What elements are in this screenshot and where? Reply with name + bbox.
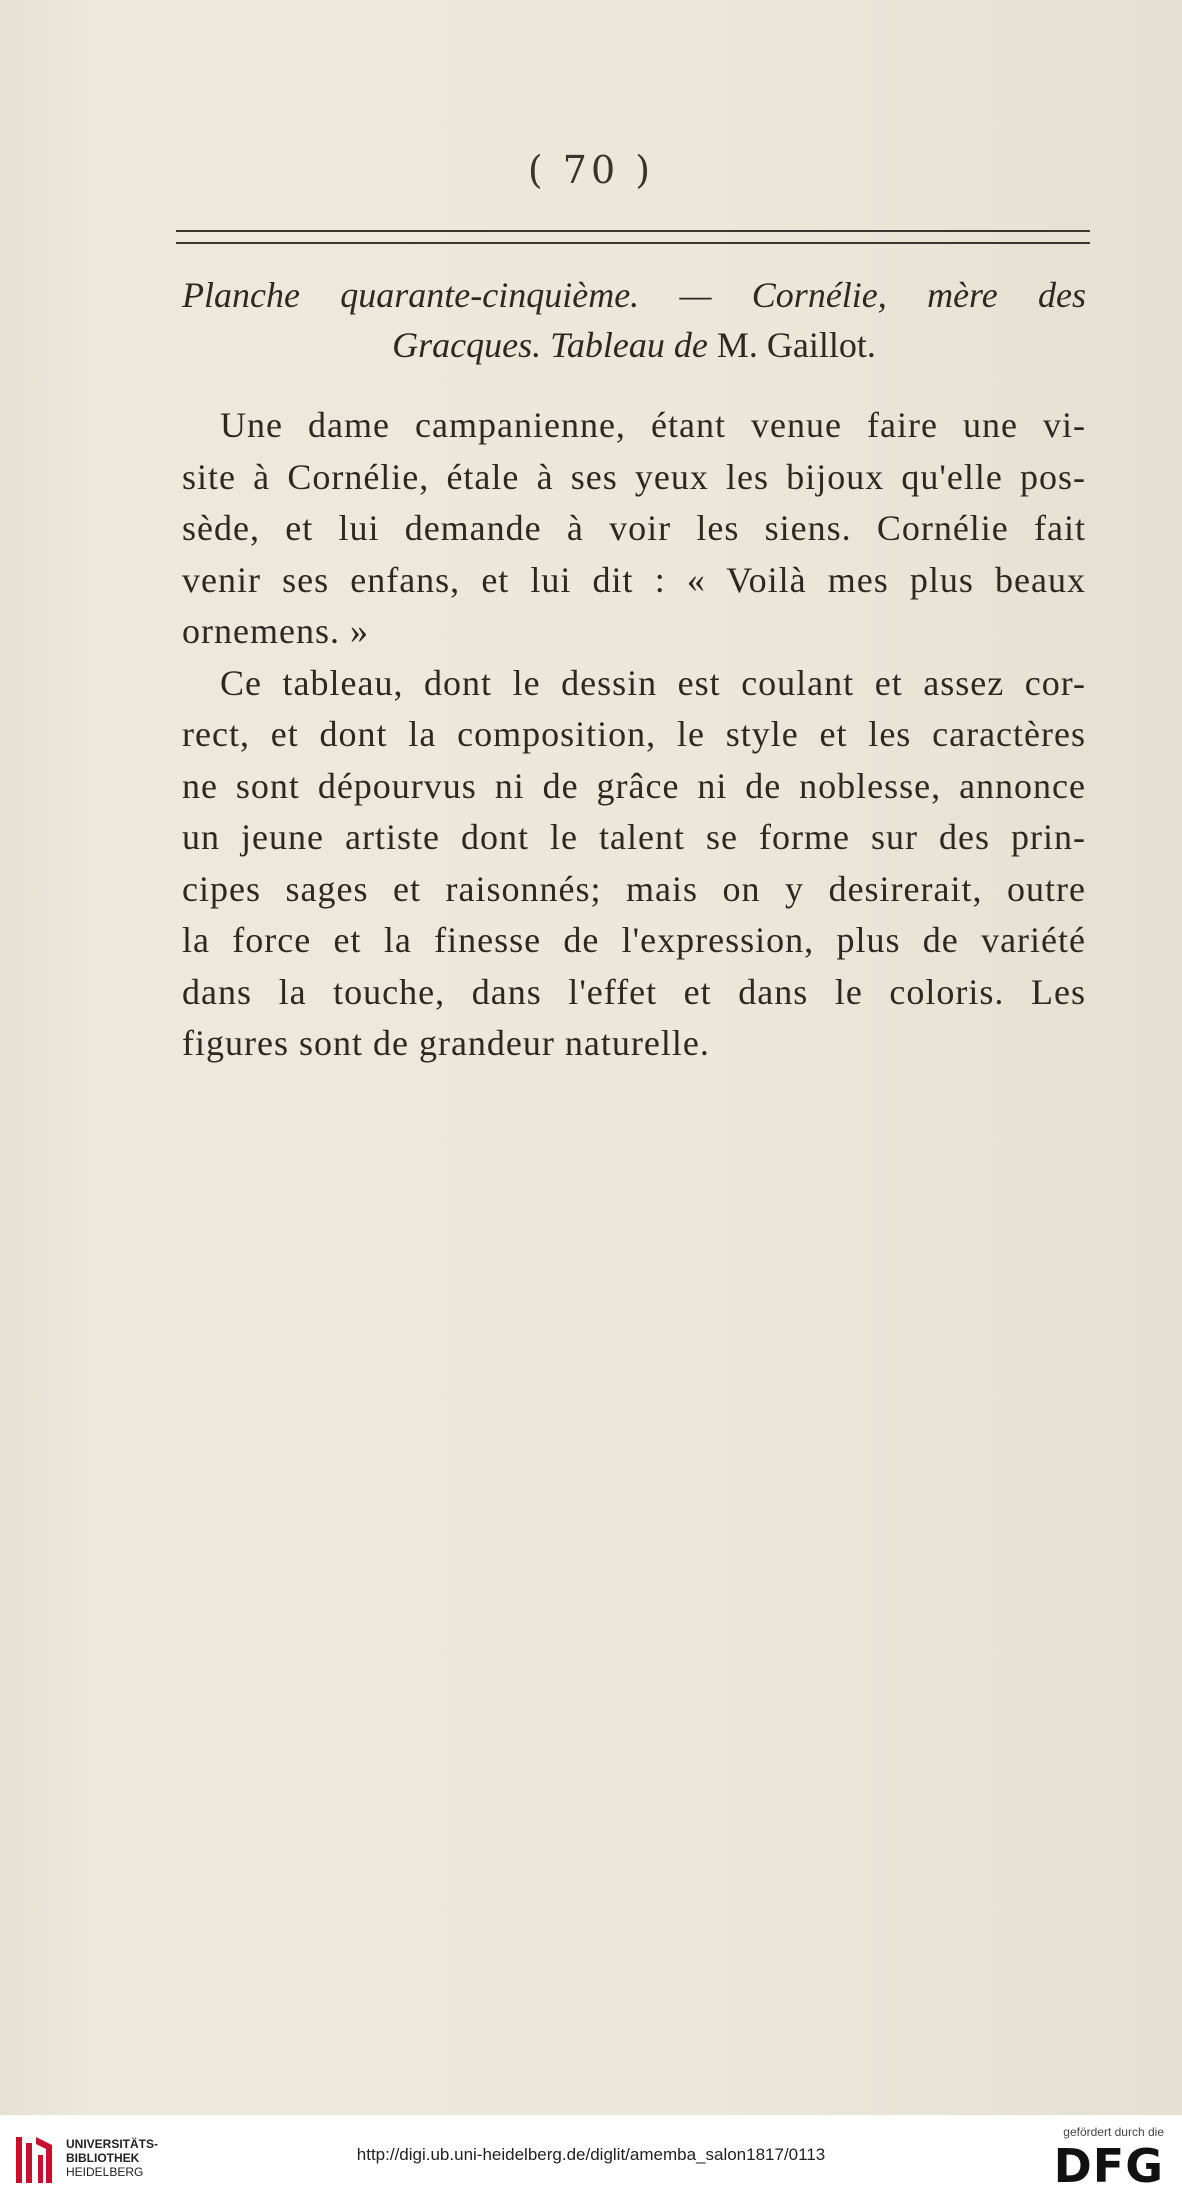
text-line: figures sont de grandeur naturelle. — [182, 1023, 710, 1063]
text-line: un jeune artiste dont le talent se forme sur des prin- — [182, 817, 1086, 857]
heading-subject: Cornélie, mère des — [751, 275, 1087, 315]
text-line: la force et la finesse de l'expression, plus de variété — [182, 920, 1086, 960]
text-line: cipes sages et raisonnés; mais on y desirerait, outre — [182, 868, 1086, 909]
heading-tableau-label: Tableau de — [550, 325, 708, 365]
library-name-line-2: BIBLIOTHEK — [66, 2151, 140, 2165]
library-name-line-1: UNIVERSITÄTS- — [66, 2137, 159, 2151]
header-double-rule — [176, 230, 1090, 244]
text-line: venir ses enfans, et lui dit : « Voilà mes plus beaux — [182, 559, 1086, 600]
page-number: ( 70 ) — [527, 148, 655, 192]
text-line: ornemens. » — [182, 611, 369, 651]
text-line: sède, et lui demande à voir les siens. Cornélie fait — [182, 508, 1086, 548]
text-line: site à Cornélie, étale à ses yeux les bijoux qu'elle pos- — [182, 456, 1086, 497]
paragraph-1 — [182, 400, 1086, 658]
heading-subject-cont: Gracques. — [392, 325, 542, 365]
text-line: rect, et dont la composition, le style et les caractères — [182, 714, 1086, 754]
text-line: Ce tableau, dont le dessin est coulant et assez cor- — [220, 662, 1086, 703]
heading-line-2 — [182, 320, 1086, 370]
library-name-line-3: HEIDELBERG — [66, 2165, 144, 2179]
paragraph-2 — [182, 658, 1086, 1070]
heading-artist: M. Gaillot. — [716, 325, 876, 365]
heading-plate-title: Planche quarante-cinquième. — — [182, 275, 712, 315]
permalink-url[interactable]: http://digi.ub.uni-heidelberg.de/diglit/amemba_salon1817/0113 — [356, 2145, 826, 2164]
text-line: Une dame campanienne, étant venue faire une vi- — [220, 405, 1086, 445]
body-text — [182, 400, 1086, 1070]
text-line: ne sont dépourvus ni de grâce ni de noblesse, annonce — [182, 765, 1086, 806]
viewer-footer — [0, 2115, 1182, 2200]
dfg-logo[interactable]: DFG — [1053, 2139, 1164, 2193]
section-heading — [182, 270, 1086, 370]
text-line: dans la touche, dans l'effet et dans le coloris. Les — [182, 971, 1086, 1012]
funder-note: gefördert durch die — [1063, 2125, 1164, 2139]
heading-line-1 — [182, 270, 1086, 320]
